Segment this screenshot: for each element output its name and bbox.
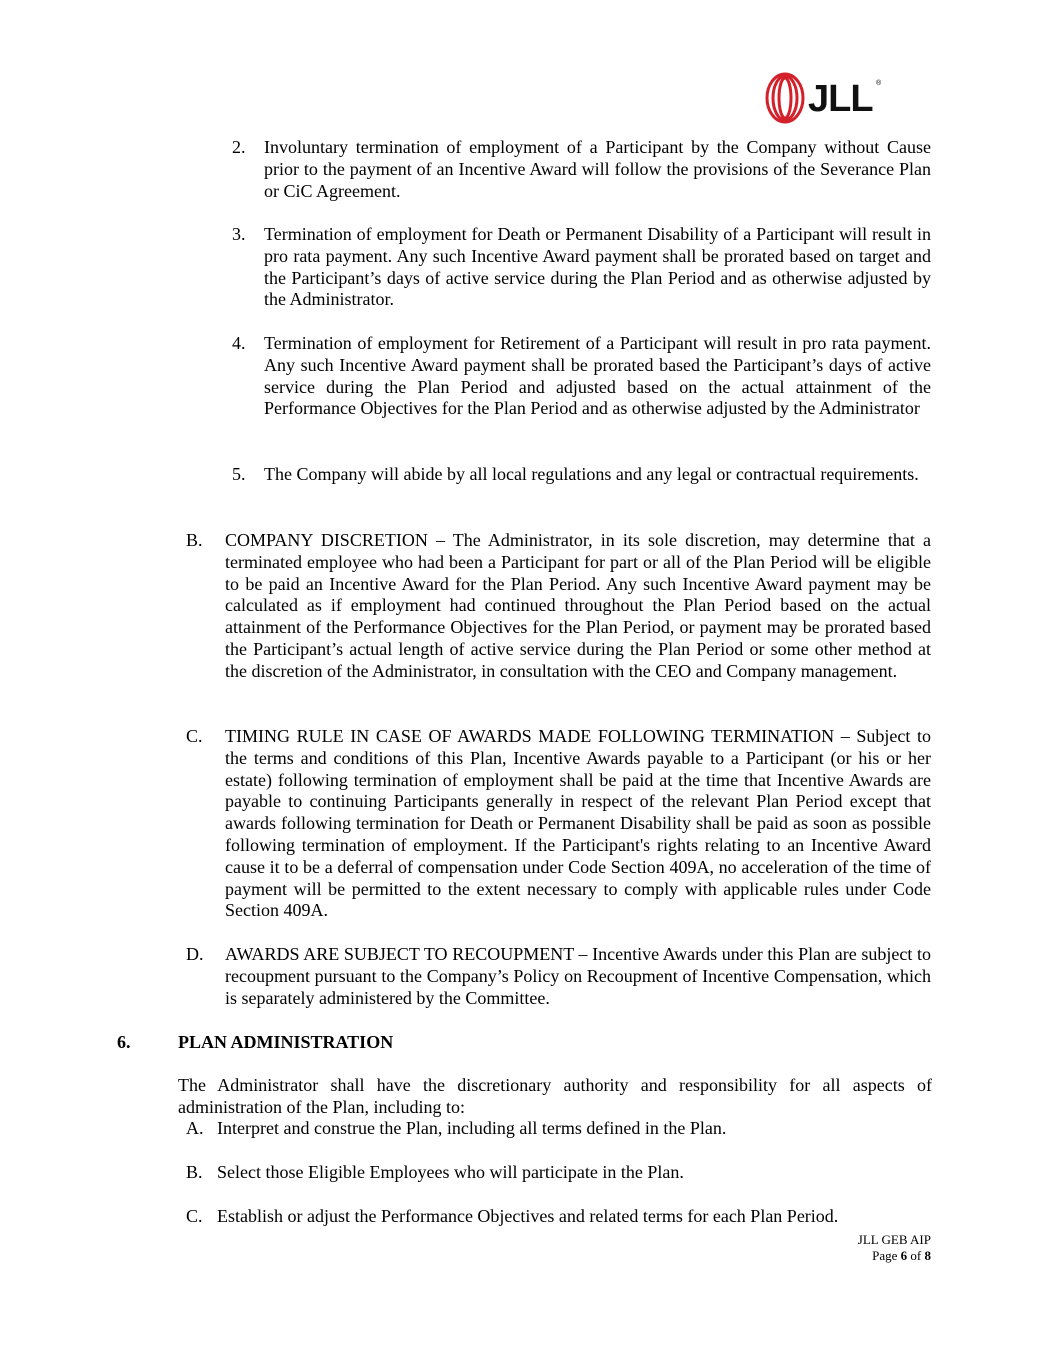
section-letter: B. [186,530,203,550]
page-word: Page [872,1248,898,1263]
list-letter: C. [186,1206,203,1226]
item-number: 4. [232,333,246,353]
section-text: TIMING RULE IN CASE OF AWARDS MADE FOLLOWING TERMINATION – Subject to the terms and conditions of this Plan, Incentive Awards payable to a Participant (or his or her estate) following termination of employment shall be paid at the time that Incentive Awards are payable to continuing Participants generally in respect of the relevant Plan Period except that awards following termination for Death or Permanent Disability shall be paid as soon as possible following termination of employment. If the Participant's rights relating to an Incentive Award cause it to be a deferral of compensation under Code Section 409A, no acceleration of the time of payment will be permitted to the extent necessary to comply with applicable rules under Code Section 409A. [225,726,931,921]
total-pages: 8 [924,1248,931,1263]
list-letter: A. [186,1118,204,1138]
logo-wordmark: JLL [808,78,873,120]
list-item: Establish or adjust the Performance Objectives and related terms for each Plan Period. [217,1206,839,1226]
document-id: JLL GEB AIP [857,1232,931,1247]
jll-logo [764,72,884,126]
item-text: The Company will abide by all local regulations and any legal or contractual requirements. [264,464,919,484]
section-number: 6. [117,1032,131,1052]
section-title: PLAN ADMINISTRATION [178,1032,394,1052]
page-number [858,1248,931,1264]
list-item: Interpret and construe the Plan, including all terms defined in the Plan. [217,1118,727,1138]
item-number: 3. [232,224,246,244]
list-letter: B. [186,1162,203,1182]
section-text: AWARDS ARE SUBJECT TO RECOUPMENT – Incentive Awards under this Plan are subject to recoupment pursuant to the Company’s Policy on Recoupment of Incentive Compensation, which is separately administered by the Committee. [225,944,931,1008]
section-letter: C. [186,726,203,746]
section-intro: The Administrator shall have the discretionary authority and responsibility for all aspects of administration of the Plan, including to: [178,1075,932,1117]
item-number: 5. [232,464,246,484]
section-text: COMPANY DISCRETION – The Administrator, in its sole discretion, may determine that a terminated employee who had been a Participant for part or all of the Plan Period will be eligible to be paid an Incentive Award for the Plan Period. Any such Incentive Award payment may be calculated as if employment had continued throughout the Plan Period based on the actual attainment of the Performance Objectives for the Plan Period, or payment may be prorated based the Participant’s actual length of active service during the Plan Period or some other method at the discretion of the Administrator, in consultation with the CEO and Company management. [225,530,931,681]
item-text: Termination of employment for Retirement of a Participant will result in pro rata payment. Any such Incentive Award payment shall be prorated based the Participant’s days of active service during the Plan Period and adjusted based on the actual attainment of the Performance Objectives for the Plan Period and as otherwise adjusted by the Administrator [264,333,931,419]
of-word: of [910,1248,922,1263]
page-footer [858,1232,931,1264]
jll-helix-icon [764,72,806,124]
registered-mark: ® [876,80,882,87]
list-item: Select those Eligible Employees who will participate in the Plan. [217,1162,684,1182]
section-letter: D. [186,944,204,964]
item-text: Involuntary termination of employment of a Participant by the Company without Cause prior to the payment of an Incentive Award will follow the provisions of the Severance Plan or CiC Agreement. [264,137,931,201]
item-number: 2. [232,137,246,157]
item-text: Termination of employment for Death or Permanent Disability of a Participant will result in pro rata payment. Any such Incentive Award payment shall be prorated based on target and the Participant’s days of active service during the Plan Period and as otherwise adjusted by the Administrator. [264,224,931,310]
current-page: 6 [900,1248,908,1263]
